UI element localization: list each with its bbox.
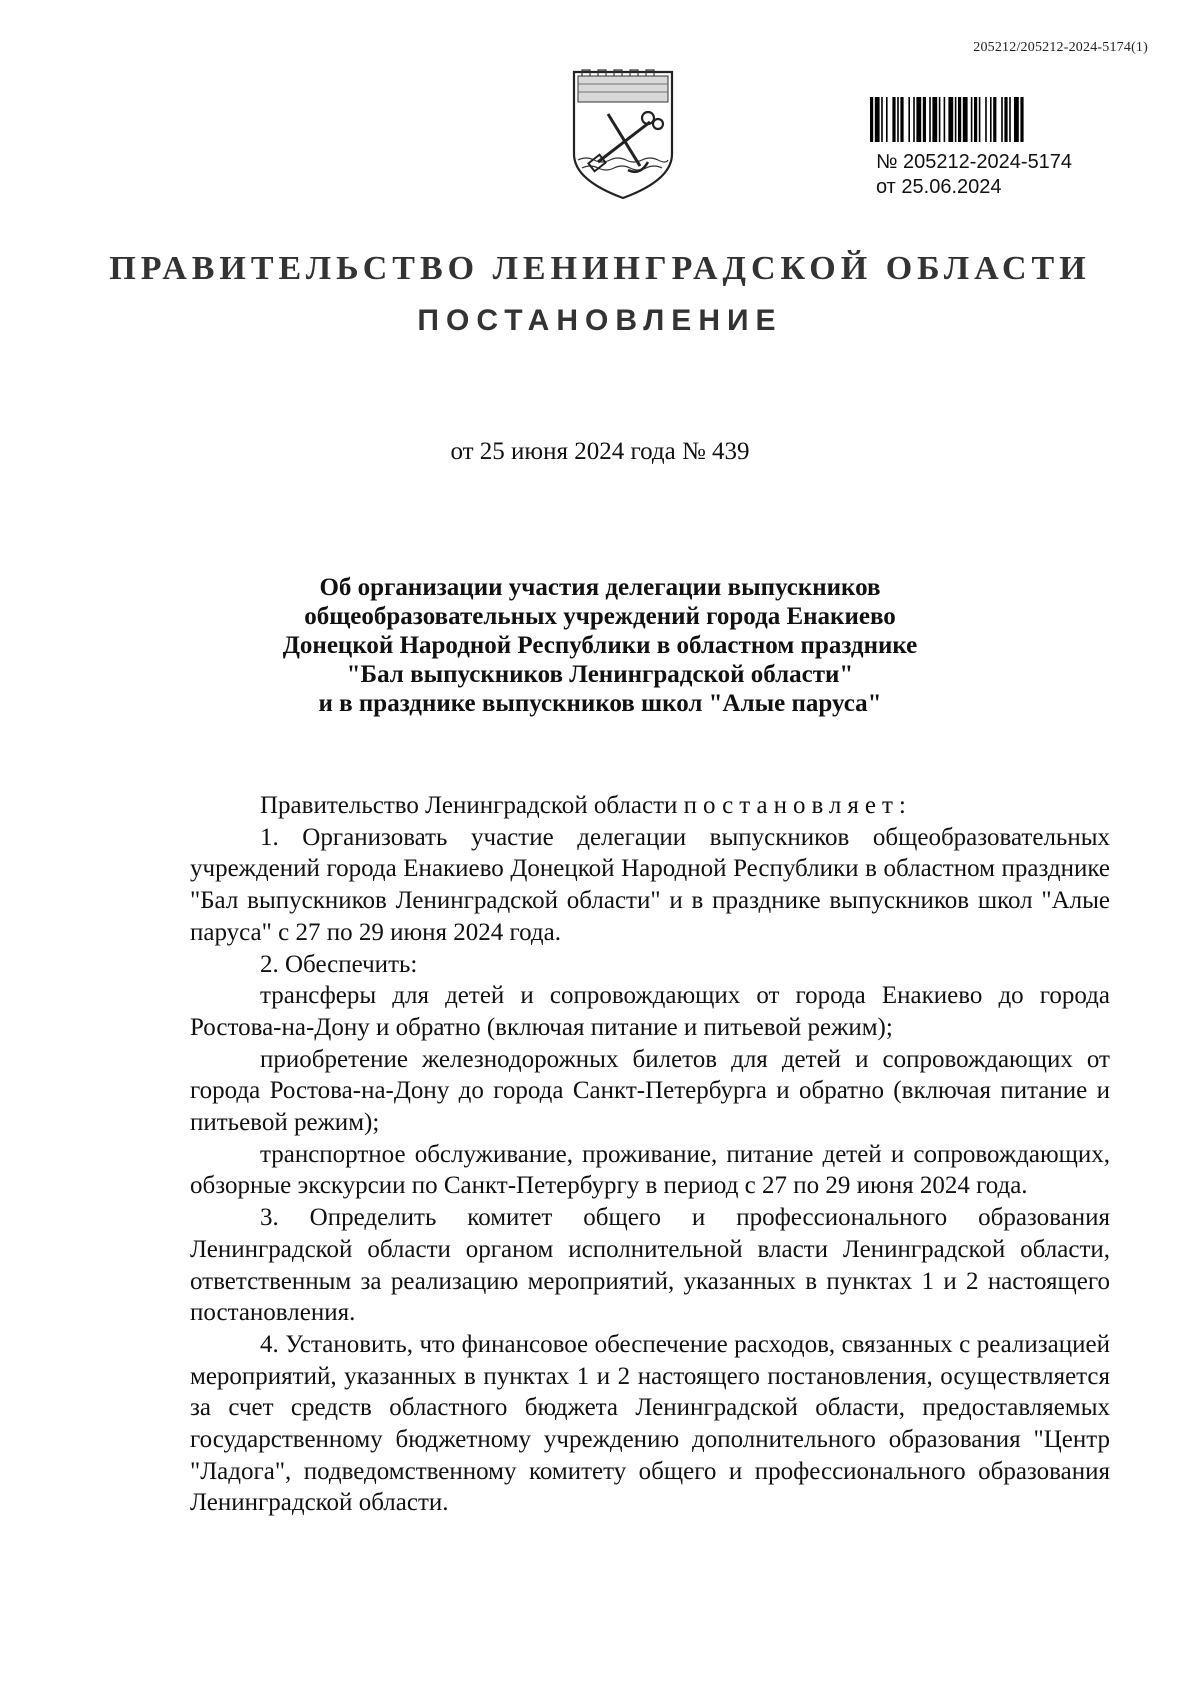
registration-number: № 205212-2024-5174	[876, 151, 1073, 173]
coat-of-arms-icon	[568, 62, 678, 202]
decree-body	[190, 790, 1110, 1519]
title-line: Об организации участия делегации выпускников	[319, 574, 881, 601]
title-line: "Бал выпускников Ленинградской области"	[346, 661, 854, 688]
paragraph-2-item: приобретение железнодорожных билетов для детей и сопровождающих от города Ростова-на-Дону до города Санкт-Петербурга и обратно (включая питание и питьевой режим);	[190, 1045, 1110, 1137]
title-line: Донецкой Народной Республики в областном празднике	[282, 632, 918, 659]
intro-paragraph	[190, 790, 1110, 822]
paragraph-1: 1. Организовать участие делегации выпускников общеобразовательных учреждений города Енакиево Донецкой Народной Республики в областном празднике "Бал выпускников Ленинградской области" и в празднике выпускников школ "Алые паруса" с 27 по 29 июня 2024 года.	[190, 823, 1110, 946]
barcode-icon	[870, 97, 1102, 142]
intro-decrees: постановляет:	[683, 792, 912, 819]
document-type-heading: ПОСТАНОВЛЕНИЕ	[417, 304, 783, 337]
paragraph-2-item: транспортное обслуживание, проживание, питание детей и сопровождающих, обзорные экскурсии по Санкт-Петербургу в период с 27 по 29 июня 2024 года.	[190, 1140, 1110, 1200]
decree-date-number: от 25 июня 2024 года № 439	[450, 438, 750, 465]
reference-code: 205212/205212-2024-5174(1)	[973, 40, 1148, 55]
title-line: и в празднике выпускников школ "Алые паруса"	[318, 690, 882, 717]
registration-date: от 25.06.2024	[876, 176, 1002, 198]
government-heading: ПРАВИТЕЛЬСТВО ЛЕНИНГРАДСКОЙ ОБЛАСТИ	[109, 250, 1091, 287]
paragraph-2-item: трансферы для детей и сопровождающих от города Енакиево до города Ростова-на-Дону и обратно (включая питание и питьевой режим);	[190, 982, 1110, 1041]
title-line: общеобразовательных учреждений города Енакиево	[304, 603, 896, 630]
decree-title	[250, 573, 950, 718]
intro-lead: Правительство Ленинградской области	[260, 792, 684, 819]
paragraph-2: 2. Обеспечить:	[260, 950, 418, 978]
paragraph-4: 4. Установить, что финансовое обеспечение расходов, связанных с реализацией мероприятий, указанных в пунктах 1 и 2 настоящего постановления, осуществляется за счет средств областного бюджета Ленинградской области, предоставляемых государственному бюджетному учреждению дополнительного образования "Центр "Ладога", подведомственному комитету общего и профессионального образования Ленинградской области.	[190, 1330, 1110, 1517]
registration-block	[876, 150, 1072, 200]
paragraph-3: 3. Определить комитет общего и профессионального образования Ленинградской области органом исполнительной власти Ленинградской области, ответственным за реализацию мероприятий, указанных в пунктах 1 и 2 настоящего постановления.	[190, 1204, 1110, 1327]
